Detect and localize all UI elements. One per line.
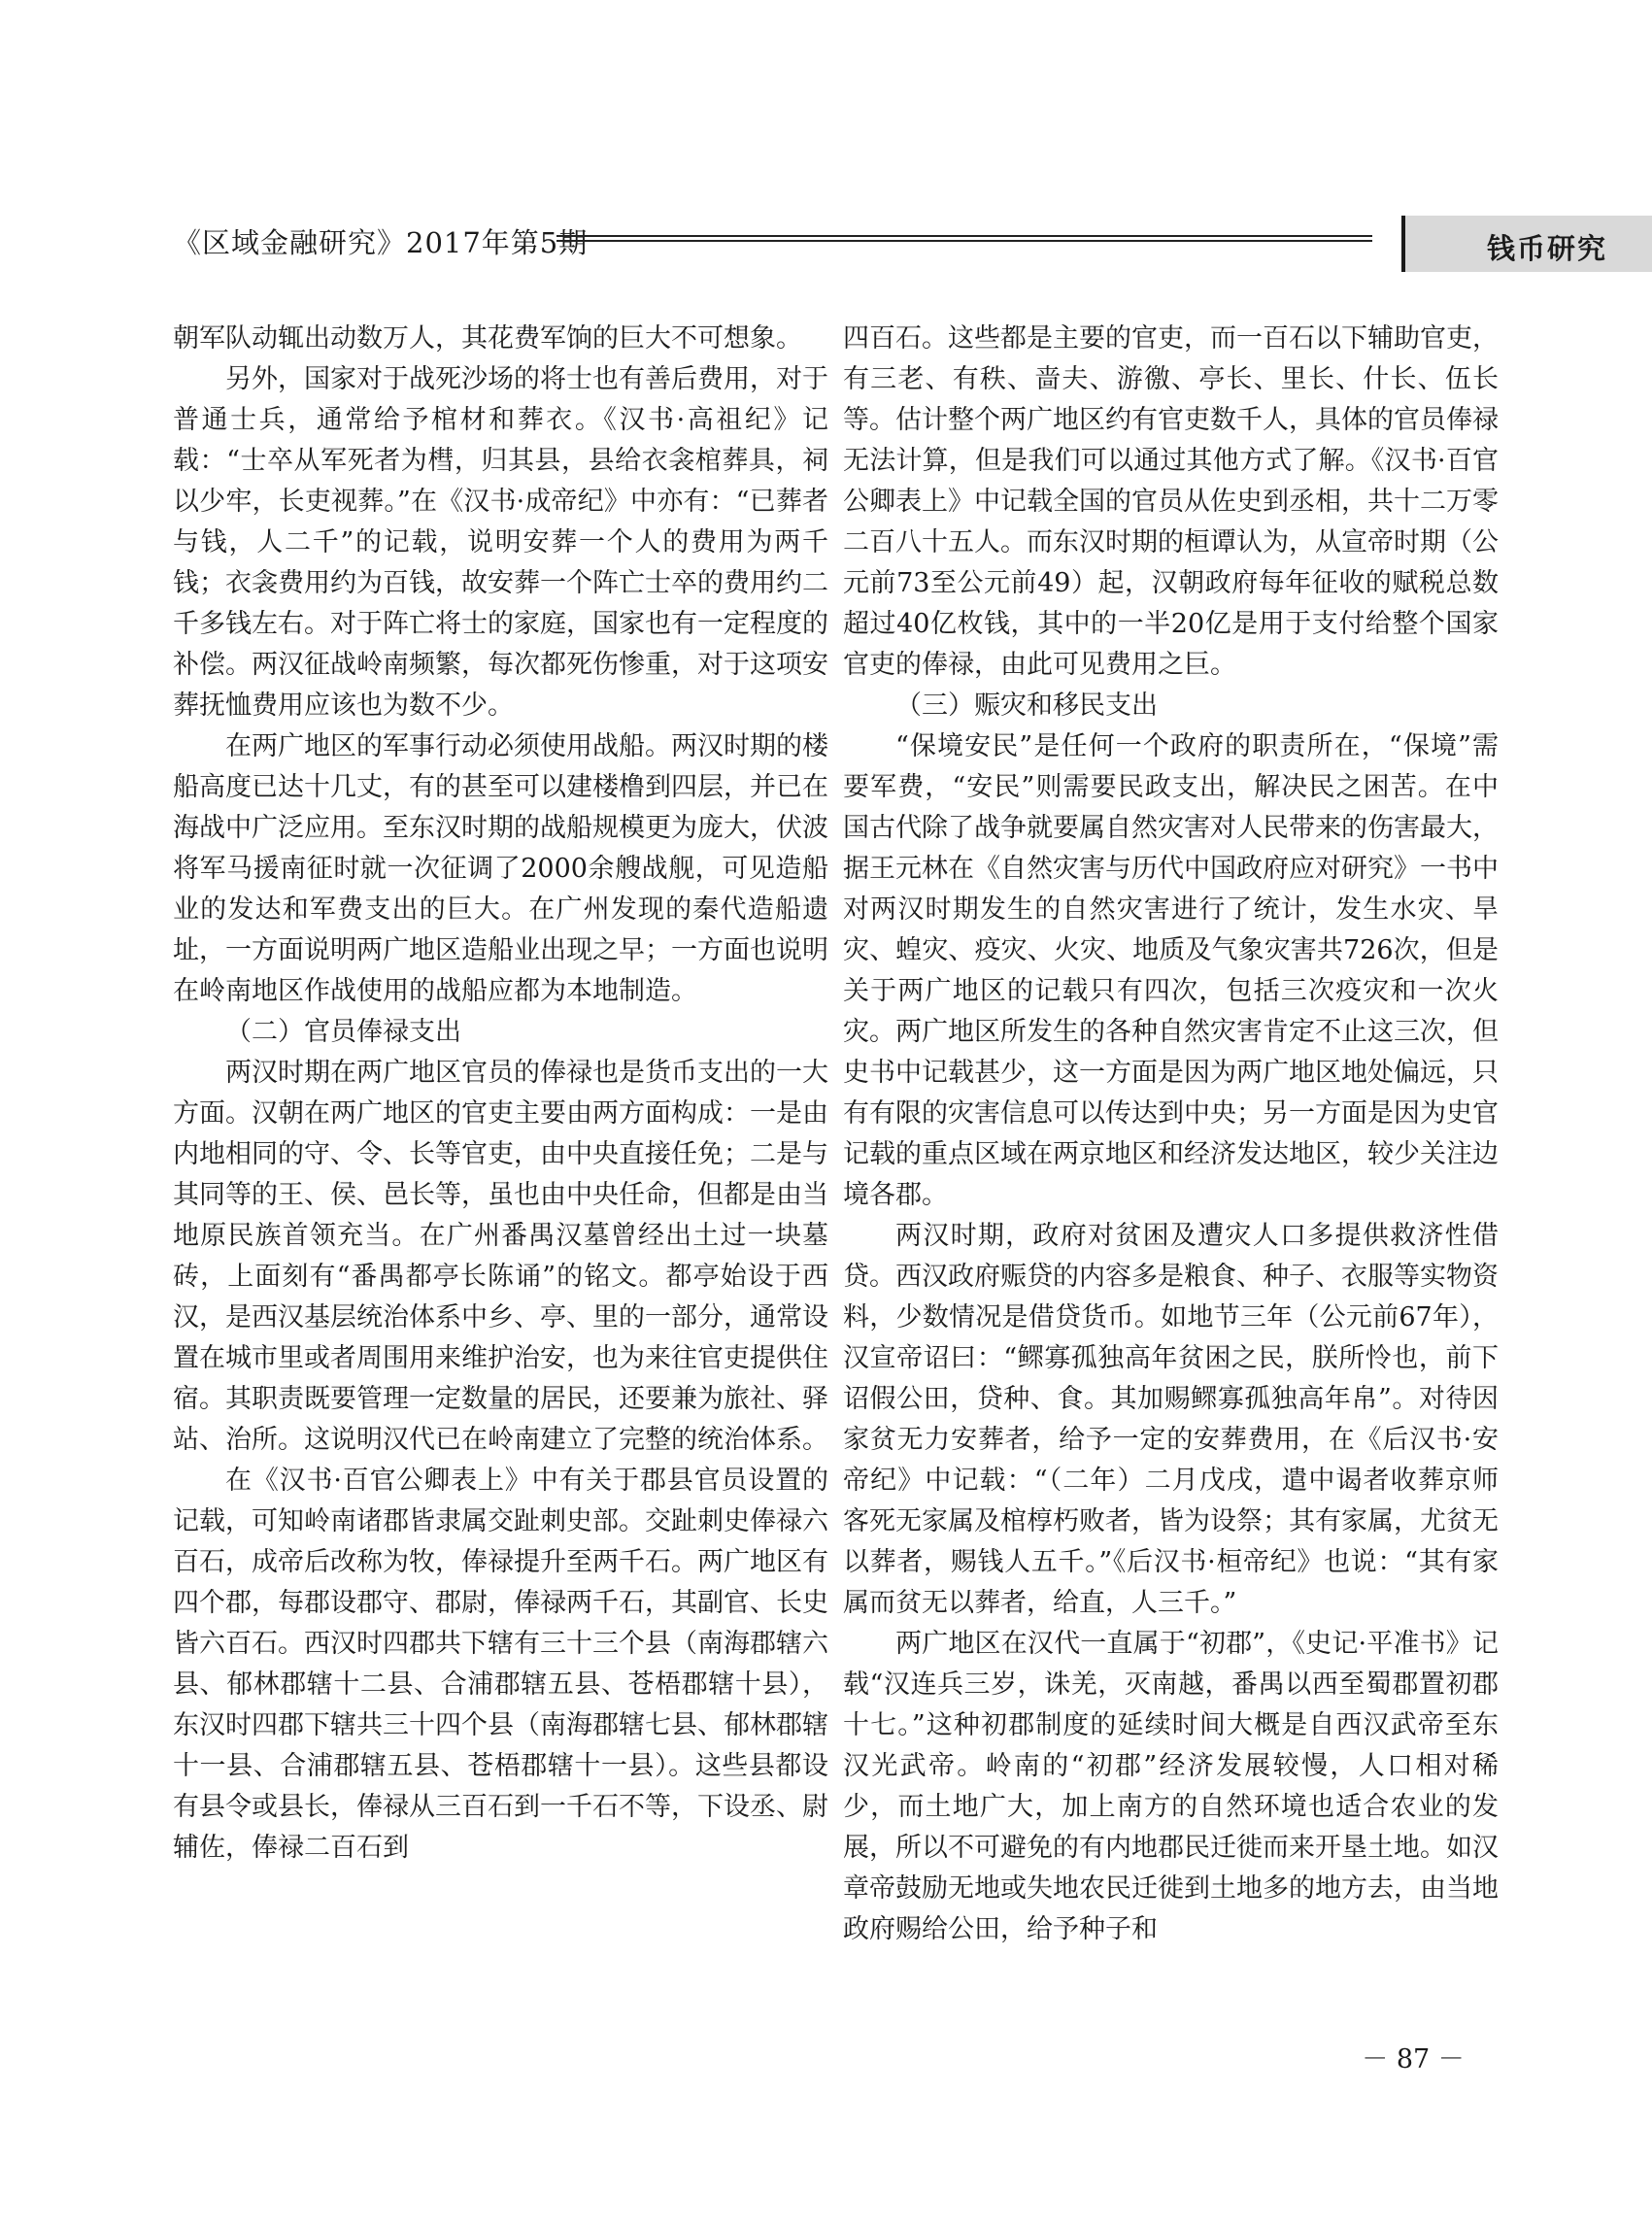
paragraph: 在两广地区的军事行动必须使用战船。两汉时期的楼船高度已达十几丈，有的甚至可以建楼橹到四层，并已在海战中广泛应用。至东汉时期的战船规模更为庞大，伏波将军马援南征时就一次征调了2000余艘战舰，可见造船业的发达和军费支出的巨大。在广州发现的秦代造船遗址，一方面说明两广地区造船业出现之早；一方面也说明在岭南地区作战使用的战船应都为本地制造。 — [173, 731, 828, 1006]
page-number: － 87 － — [1362, 2044, 1465, 2074]
paragraph: 另外，国家对于战死沙场的将士也有善后费用，对于普通士兵，通常给予棺材和葬衣。《汉书·高祖纪》记载：“士卒从军死者为槥，归其县，县给衣衾棺葬具，祠以少牢，长吏视葬。”在《汉书·成帝纪》中亦有：“已葬者与钱，人二千”的记载，说明安葬一个人的费用为两千钱；衣衾费用约为百钱，故安葬一个阵亡士卒的费用约二千多钱左右。对于阵亡将士的家庭，国家也有一定程度的补偿。两汉征战岭南频繁，每次都死伤惨重，对于这项安葬抚恤费用应该也为数不少。 — [173, 364, 828, 721]
section-label: 钱币研究 — [1487, 232, 1608, 265]
paragraph: 两汉时期，政府对贫困及遭灾人口多提供救济性借贷。西汉政府赈贷的内容多是粮食、种子、衣服等实物资料，少数情况是借贷货币。如地节三年（公元前67年），汉宣帝诏曰：“鳏寡孤独高年贫困之民，朕所怜也，前下诏假公田，贷种、食。其加赐鳏寡孤独高年帛”。对待因家贫无力安葬者，给予一定的安葬费用，在《后汉书·安帝纪》中记载：“（二年）二月戊戌，遣中谒者收葬京师客死无家属及棺椁朽败者，皆为设祭；其有家属，尤贫无以葬者，赐钱人五千。”《后汉书·桓帝纪》也说：“其有家属而贫无以葬者，给直，人三千。” — [843, 1221, 1499, 1618]
paragraph: 四百石。这些都是主要的官吏，而一百石以下辅助官吏，有三老、有秩、啬夫、游徼、亭长、里长、什长、伍长等。估计整个两广地区约有官吏数千人，具体的官员俸禄无法计算，但是我们可以通过其他方式了解。《汉书·百官公卿表上》中记载全国的官员从佐史到丞相，共十二万零二百八十五人。而东汉时期的桓谭认为，从宣帝时期（公元前73至公元前49）起，汉朝政府每年征收的赋税总数超过40亿枚钱，其中的一半20亿是用于支付给整个国家官吏的俸禄，由此可见费用之巨。 — [843, 323, 1499, 680]
right-column — [843, 319, 1499, 2057]
section-tag — [1401, 216, 1652, 272]
journal-title: 《区域金融研究》2017年第5期 — [173, 226, 589, 259]
subheading: （二）官员俸禄支出 — [225, 1017, 461, 1047]
paragraph: 朝军队动辄出动数万人，其花费军饷的巨大不可想象。 — [173, 323, 802, 354]
subheading: （三）赈灾和移民支出 — [895, 691, 1158, 721]
left-column — [173, 319, 828, 2057]
paragraph: 两广地区在汉代一直属于“初郡”，《史记·平准书》记载“汉连兵三岁，诛羌，灭南越，番禺以西至蜀郡置初郡十七。”这种初郡制度的延续时间大概是自西汉武帝至东汉光武帝。岭南的“初郡”经济发展较慢，人口相对稀少，而土地广大，加上南方的自然环境也适合农业的发展，所以不可避免的有内地郡民迁徙而来开垦土地。如汉章帝鼓励无地或失地农民迁徙到土地多的地方去，由当地政府赐给公田，给予种子和 — [843, 1629, 1499, 1944]
running-header — [173, 216, 1608, 278]
header-rule — [556, 235, 1372, 242]
paragraph: “保境安民”是任何一个政府的职责所在，“保境”需要军费，“安民”则需要民政支出，解决民之困苦。在中国古代除了战争就要属自然灾害对人民带来的伤害最大，据王元林在《自然灾害与历代中国政府应对研究》一书中对两汉时期发生的自然灾害进行了统计，发生水灾、旱灾、蝗灾、疫灾、火灾、地质及气象灾害共726次，但是关于两广地区的记载只有四次，包括三次疫灾和一次火灾。两广地区所发生的各种自然灾害肯定不止这三次，但史书中记载甚少，这一方面是因为两广地区地处偏远，只有有限的灾害信息可以传达到中央；另一方面是因为史官记载的重点区域在两京地区和经济发达地区，较少关注边境各郡。 — [843, 731, 1499, 1210]
paragraph: 在《汉书·百官公卿表上》中有关于郡县官员设置的记载，可知岭南诸郡皆隶属交趾刺史部。交趾刺史俸禄六百石，成帝后改称为牧，俸禄提升至两千石。两广地区有四个郡，每郡设郡守、郡尉，俸禄两千石，其副官、长史皆六百石。西汉时四郡共下辖有三十三个县（南海郡辖六县、郁林郡辖十二县、合浦郡辖五县、苍梧郡辖十县），东汉时四郡下辖共三十四个县（南海郡辖七县、郁林郡辖十一县、合浦郡辖五县、苍梧郡辖十一县）。这些县都设有县令或县长，俸禄从三百石到一千石不等，下设丞、尉辅佐，俸禄二百石到 — [173, 1466, 828, 1863]
paragraph: 两汉时期在两广地区官员的俸禄也是货币支出的一大方面。汉朝在两广地区的官吏主要由两方面构成：一是由内地相同的守、令、长等官吏，由中央直接任免；二是与其同等的王、侯、邑长等，虽也由中央任命，但都是由当地原民族首领充当。在广州番禺汉墓曾经出土过一块墓砖，上面刻有“番禺都亭长陈诵”的铭文。都亭始设于西汉，是西汉基层统治体系中乡、亭、里的一部分，通常设置在城市里或者周围用来维护治安，也为来往官吏提供住宿。其职责既要管理一定数量的居民，还要兼为旅社、驿站、治所。这说明汉代已在岭南建立了完整的统治体系。 — [173, 1058, 828, 1455]
